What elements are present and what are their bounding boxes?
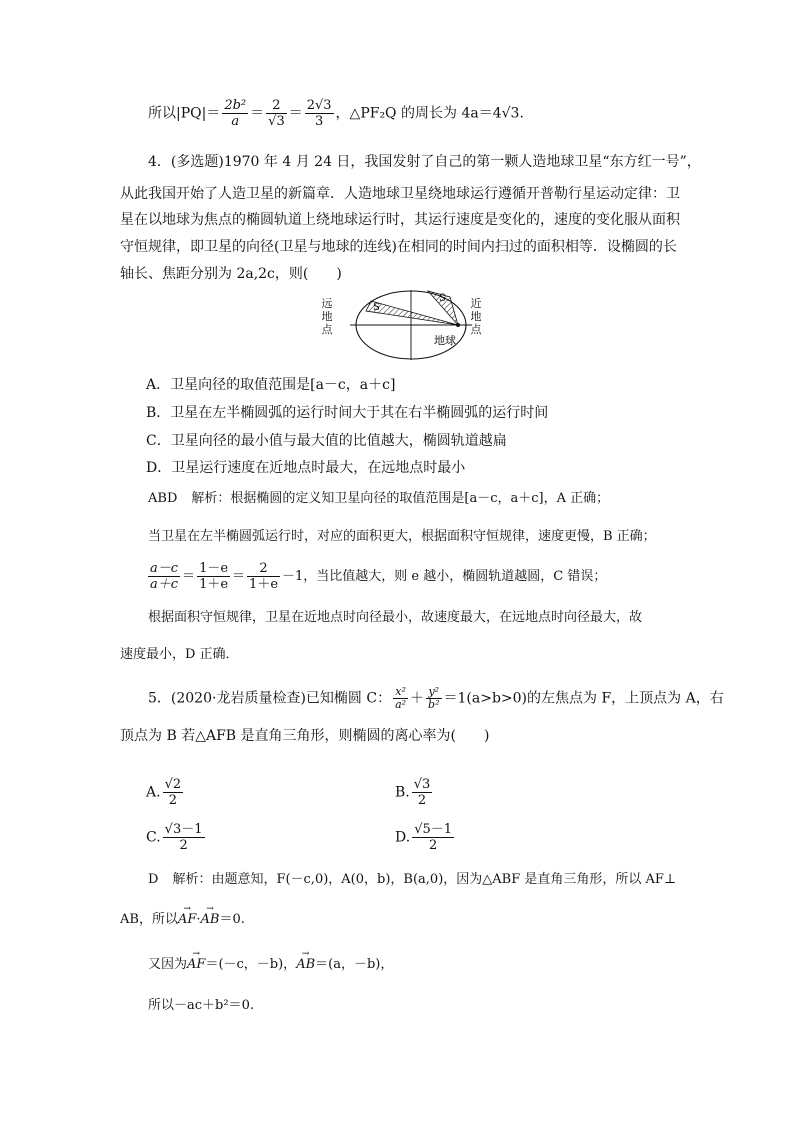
q5-solution-4: 所以－ac＋b²＝0.	[148, 998, 254, 1013]
q4-solution-4: 根据面积守恒规律，卫星在近地点时向径最小，故速度最大，在远地点时向径最大，故	[148, 610, 643, 625]
q4-line-3: 星在以地球为焦点的椭圆轨道上绕地球运行时，其运行速度是变化的，速度的变化服从面积	[120, 212, 680, 228]
ratio-frac-1: $\frac{a-c}{a+c}$	[150, 561, 179, 592]
vector-af-2: → AF	[187, 955, 205, 975]
vector-ab: → AB	[201, 910, 220, 930]
s-label-left: S	[373, 302, 380, 313]
pq-perimeter: 4a＝4√3.	[461, 105, 524, 122]
q5-option-c: C. $\frac{√3-1}{2}$	[146, 822, 203, 853]
near-point-label: 近地点	[470, 297, 482, 336]
far-point-label: 远地点	[321, 297, 333, 336]
earth-point	[456, 323, 460, 327]
x-frac: $\frac{\text{x²}}{\text{a²}}$	[395, 685, 407, 711]
q4-solution-5: 速度最小，D 正确．	[120, 647, 239, 662]
orbit-svg	[336, 287, 486, 362]
q5-option-a: A. $\frac{√2}{2}$	[146, 777, 182, 808]
q5-option-d: D. $\frac{√5-1}{2}$	[395, 822, 453, 853]
ratio-frac-3: $\frac{2}{1+e}$	[249, 561, 279, 592]
q4-option-b: B．卫星在左半椭圆弧的运行时间大于其在右半椭圆弧的运行时间	[146, 405, 549, 421]
q4-solution-2: 当卫星在左半椭圆弧运行时，对应的面积更大，根据面积守恒规律，速度更慢，B 正确；	[148, 529, 656, 544]
q5-line-2: 顶点为 B 若△AFB 是直角三角形，则椭圆的离心率为( )	[120, 728, 490, 744]
vector-ab-2: → AB	[296, 955, 315, 975]
q4-option-d: D．卫星运行速度在近地点时最大，在远地点时最小	[146, 460, 466, 476]
q4-option-a: A．卫星向径的取值范围是[a－c，a＋c]	[146, 377, 396, 393]
pq-frac-3: $\frac{2√3}{3}$	[306, 98, 332, 129]
q5-option-b: B. $\frac{√3}{2}$	[395, 777, 431, 808]
q4-solution-3: $\frac{a-c}{a+c}$ ＝ $\frac{1-e}{1+e}$ ＝ $\frac{2}{1+e}$ －1，当比值越大，则 e 越小，椭圆轨道越圆，C 错误；	[150, 561, 607, 592]
q5-solution-2: AB，所以→ AF·→ AB＝0.	[120, 910, 245, 930]
y-frac: $\frac{\text{y²}}{\text{b²}}$	[428, 685, 440, 711]
pq-line: 所以|PQ|＝ $\frac{\text{2b²}}{a}$ ＝ $\frac{2}{√3}$ ＝ $\frac{2√3}{3}$ ，△PF₂Q 的周长为 4a＝4√3.	[148, 98, 524, 129]
ratio-frac-2: $\frac{1-e}{1+e}$	[199, 561, 229, 592]
q5-line-1: 5．(2020·龙岩质量检查)已知椭圆 C： $\frac{\text{x²}}{\text{a²}}$ ＋ $\frac{\text{y²}}{\text{b²}}$ ＝1(a>b>0)的左焦点为 F，上顶点为 A，右	[148, 685, 724, 711]
q4-answer: ABD	[148, 491, 178, 506]
pq-frac-1: $\frac{\text{2b²}}{a}$	[224, 98, 247, 129]
q4-line-5: 轴长、焦距分别为 2a,2c，则( )	[120, 266, 342, 282]
q5-solution-1: D 解析：由题意知，F(－c,0)，A(0，b)，B(a,0)，因为△ABF 是直角三角形，所以 AF⊥	[148, 872, 677, 887]
earth-label: 地球	[434, 334, 456, 347]
q5-solution-3: 又因为→ AF＝(－c，－b)，→ AB＝(a，－b)，	[148, 955, 393, 975]
vector-af: → AF	[178, 910, 196, 930]
pq-frac-2: $\frac{2}{√3}$	[268, 98, 285, 129]
s-label-right: S	[439, 293, 446, 304]
q4-solution-1: ABD 解析：根据椭圆的定义知卫星向径的取值范围是[a－c，a＋c]，A 正确；	[148, 491, 610, 506]
pq-prefix: 所以|PQ|＝	[148, 105, 221, 122]
q4-option-c: C．卫星向径的最小值与最大值的比值越大，椭圆轨道越扁	[146, 433, 507, 449]
q4-line-1: 4．(多选题)1970 年 4 月 24 日，我国发射了自己的第一颗人造地球卫星“东方红一号”，	[148, 154, 701, 170]
orbit-diagram	[336, 287, 486, 362]
q4-line-4: 守恒规律，即卫星的向径(卫星与地球的连线)在相同的时间内扫过的面积相等．设椭圆的长	[120, 239, 677, 255]
q4-line-2: 从此我国开始了人造卫星的新篇章．人造地球卫星绕地球运行遵循开普勒行星运动定律：卫	[120, 186, 680, 202]
q5-answer: D	[148, 872, 159, 887]
pq-mid: ，△PF₂Q 的周长为	[335, 105, 457, 122]
